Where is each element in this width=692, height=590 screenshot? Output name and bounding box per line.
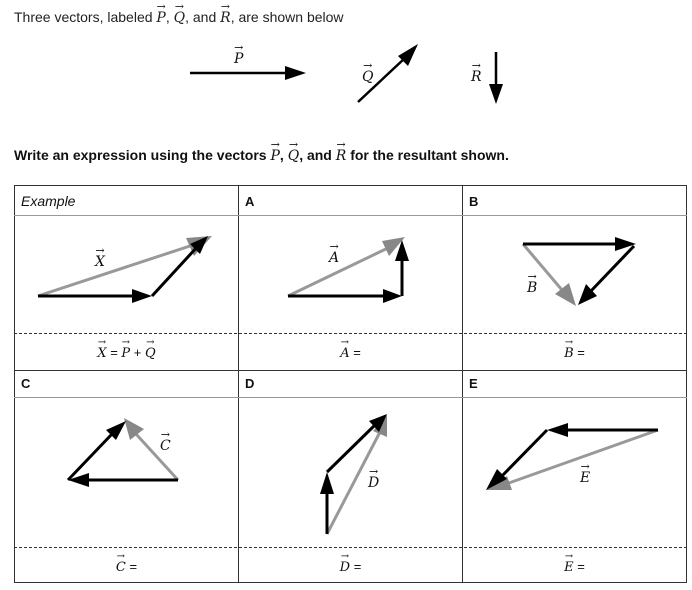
label-b [527, 277, 537, 296]
prompt-after: for the resultant shown. [350, 147, 509, 163]
eq-x-plus: + [133, 345, 142, 360]
prompt-sep1: , [279, 147, 284, 163]
label-a-text: → A [329, 247, 339, 266]
eq-x-equals: = [110, 345, 118, 360]
label-d-text: → D [368, 472, 379, 491]
eq-a-equals: = [353, 345, 361, 360]
eq-c-equals: = [129, 559, 138, 574]
label-c-text: → C [160, 435, 171, 454]
example-diagram [38, 236, 212, 303]
cell-heading-a: A [245, 194, 255, 209]
equation-d[interactable] [239, 557, 462, 575]
eq-a-lhs: → A [340, 343, 349, 361]
vector-p-symbol: → P [156, 7, 165, 26]
label-a [329, 247, 339, 266]
eq-c-lhs: → C [116, 557, 126, 575]
diagram-b [523, 237, 636, 306]
eq-b-equals: = [577, 345, 585, 360]
cell-heading-b: B [469, 194, 479, 209]
vector-q-symbol: → Q [174, 7, 185, 26]
equation-e[interactable] [463, 557, 686, 575]
prompt-before: Write an expression using the vectors [14, 147, 267, 163]
cell-heading-e: E [469, 376, 478, 391]
cell-heading-example: Example [21, 193, 76, 209]
cell-heading-c: C [21, 376, 31, 391]
diagram-a [288, 237, 409, 303]
vector-r-symbol: → R [220, 7, 231, 26]
eq-b-lhs: → B [564, 343, 574, 361]
example-equation [15, 343, 238, 361]
prompt-vector-q: → Q [288, 145, 299, 164]
eq-e-equals: = [577, 559, 585, 574]
eq-x-q: → Q [145, 343, 156, 361]
label-x-text: → X [95, 251, 105, 270]
vector-p-label-text: → P [234, 48, 243, 67]
eq-d-equals: = [353, 559, 362, 574]
intro-sep1: , [165, 9, 170, 25]
intro-before: Three vectors, labeled [14, 9, 153, 25]
eq-d-lhs: → D [340, 557, 350, 575]
eq-x-p: → P [121, 343, 130, 361]
intro-after: , are shown below [230, 9, 344, 25]
diagram-e [486, 423, 658, 490]
eq-x: → X [97, 343, 106, 361]
intro-sep2: , and [185, 9, 217, 25]
label-d [368, 472, 379, 491]
prompt-sep2: , and [299, 147, 332, 163]
equation-b[interactable] [463, 343, 686, 361]
label-c [160, 435, 171, 454]
vector-q-label-text: → Q [362, 66, 373, 85]
equation-a[interactable] [239, 343, 462, 361]
label-e-text: → E [580, 467, 590, 486]
eq-e-lhs: → E [564, 557, 574, 575]
prompt-vector-p: → P [271, 145, 280, 164]
label-x [95, 251, 105, 270]
prompt-vector-r: → R [336, 145, 347, 164]
vector-r-label-text: → R [471, 66, 482, 85]
label-e [580, 467, 590, 486]
cell-heading-d: D [245, 376, 255, 391]
label-b-text: → B [527, 277, 537, 296]
equation-c[interactable] [15, 557, 238, 575]
